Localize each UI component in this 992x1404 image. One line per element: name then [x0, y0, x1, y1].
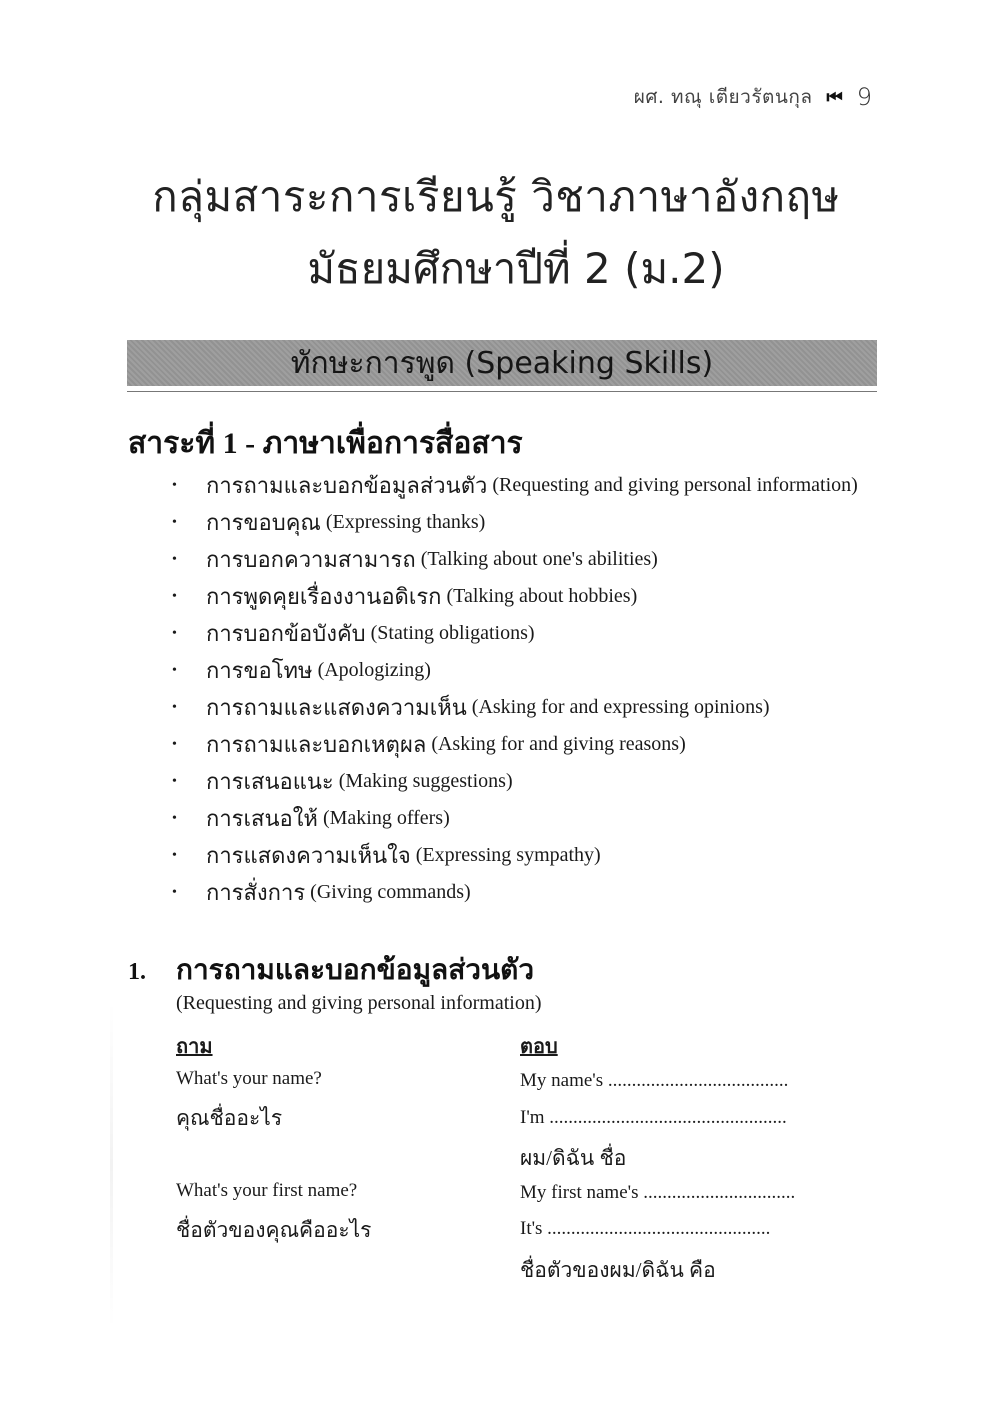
page-title [0, 165, 992, 301]
bullet-icon: • [172, 551, 177, 567]
list-item [172, 874, 858, 911]
answer-fill-line: My name's ...................................... [520, 1070, 789, 1091]
topic-english: (Talking about one's abilities) [420, 548, 658, 570]
bullet-icon: • [172, 588, 177, 604]
bullet-icon: • [172, 810, 177, 826]
answer-column-header: ตอบ [520, 1036, 558, 1058]
list-item [172, 689, 858, 726]
bullet-icon: • [172, 736, 177, 752]
bullet-icon: • [172, 884, 177, 900]
question-thai: ชื่อตัวของคุณคืออะไร [176, 1218, 372, 1242]
page-binding-shadow [110, 1000, 113, 1330]
running-header [634, 82, 872, 112]
bullet-icon: • [172, 847, 177, 863]
topic-thai: การแสดงความเห็นใจ [206, 843, 411, 868]
list-item [172, 763, 858, 800]
topic-thai: การขอโทษ [206, 658, 313, 683]
bullet-icon: • [172, 773, 177, 789]
topic-english: (Apologizing) [317, 659, 431, 681]
topic-english: (Talking about hobbies) [446, 585, 638, 607]
page-number: 9 [856, 83, 872, 111]
list-item [172, 652, 858, 689]
ask-column-header: ถาม [176, 1036, 213, 1058]
question-english: What's your first name? [176, 1180, 358, 1201]
author-name: ผศ. ทณุ เตียวรัตนกุล [633, 86, 813, 108]
topic-english: (Making offers) [322, 807, 450, 829]
topic-thai: การถามและบอกเหตุผล [206, 732, 427, 757]
bullet-icon: • [172, 662, 177, 678]
topic-english: (Asking for and giving reasons) [431, 733, 686, 755]
question-thai: คุณชื่ออะไร [176, 1106, 283, 1130]
lesson-number: 1. [128, 959, 146, 985]
bullet-icon: • [172, 514, 177, 530]
answer-thai: ผม/ดิฉัน ชื่อ [520, 1146, 627, 1170]
topic-english: (Stating obligations) [370, 622, 535, 644]
list-item [172, 541, 858, 578]
lesson-caption: (Requesting and giving personal information) [176, 992, 542, 1014]
list-item [172, 615, 858, 652]
answer-fill-line: My first name's ................................ [520, 1182, 796, 1203]
skill-banner [127, 340, 877, 386]
title-subject-line: กลุ่มสาระการเรียนรู้ วิชาภาษาอังกฤษ [152, 172, 840, 221]
section-heading: สาระที่ 1 - ภาษาเพื่อการสื่อสาร [128, 427, 523, 460]
list-item [172, 504, 858, 541]
topic-thai: การบอกข้อบังคับ [206, 621, 366, 646]
topic-english: (Expressing sympathy) [415, 844, 601, 866]
topic-thai: การเสนอแนะ [206, 769, 334, 794]
bullet-icon: • [172, 625, 177, 641]
topic-english: (Asking for and expressing opinions) [471, 696, 770, 718]
banner-text: ทักษะการพูด (Speaking Skills) [290, 345, 714, 381]
topic-english: (Giving commands) [310, 881, 471, 903]
list-item [172, 726, 858, 763]
answer-fill-line: It's ............................................... [520, 1218, 771, 1239]
title-grade-line: มัธยมศึกษาปีที่ 2 (ม.2) [307, 244, 725, 293]
answer-fill-line: I'm .................................................. [520, 1107, 787, 1128]
topic-english: (Expressing thanks) [325, 511, 486, 533]
topic-thai: การบอกความสามารถ [206, 547, 416, 572]
bullet-icon: • [172, 477, 177, 493]
lesson-heading [128, 948, 534, 992]
topic-list [172, 467, 858, 911]
topic-thai: การพูดคุยเรื่องงานอดิเรก [206, 584, 442, 609]
topic-thai: การถามและแสดงความเห็น [206, 695, 467, 720]
question-english: What's your name? [176, 1068, 322, 1089]
topic-thai: การขอบคุณ [206, 510, 321, 535]
lesson-title: การถามและบอกข้อมูลส่วนตัว [176, 955, 535, 986]
topic-english: (Making suggestions) [338, 770, 513, 792]
topic-thai: การเสนอให้ [206, 806, 318, 831]
bullet-icon: • [172, 699, 177, 715]
list-item [172, 578, 858, 615]
list-item [172, 837, 858, 874]
answer-thai: ชื่อตัวของผม/ดิฉัน คือ [520, 1258, 716, 1282]
list-item [172, 467, 858, 504]
topic-english: (Requesting and giving personal information) [492, 474, 858, 496]
list-item [172, 800, 858, 837]
previous-page-icon: ⏮ [826, 86, 837, 108]
topic-thai: การถามและบอกข้อมูลส่วนตัว [206, 473, 488, 498]
banner-divider [127, 391, 877, 392]
topic-thai: การสั่งการ [206, 880, 306, 905]
